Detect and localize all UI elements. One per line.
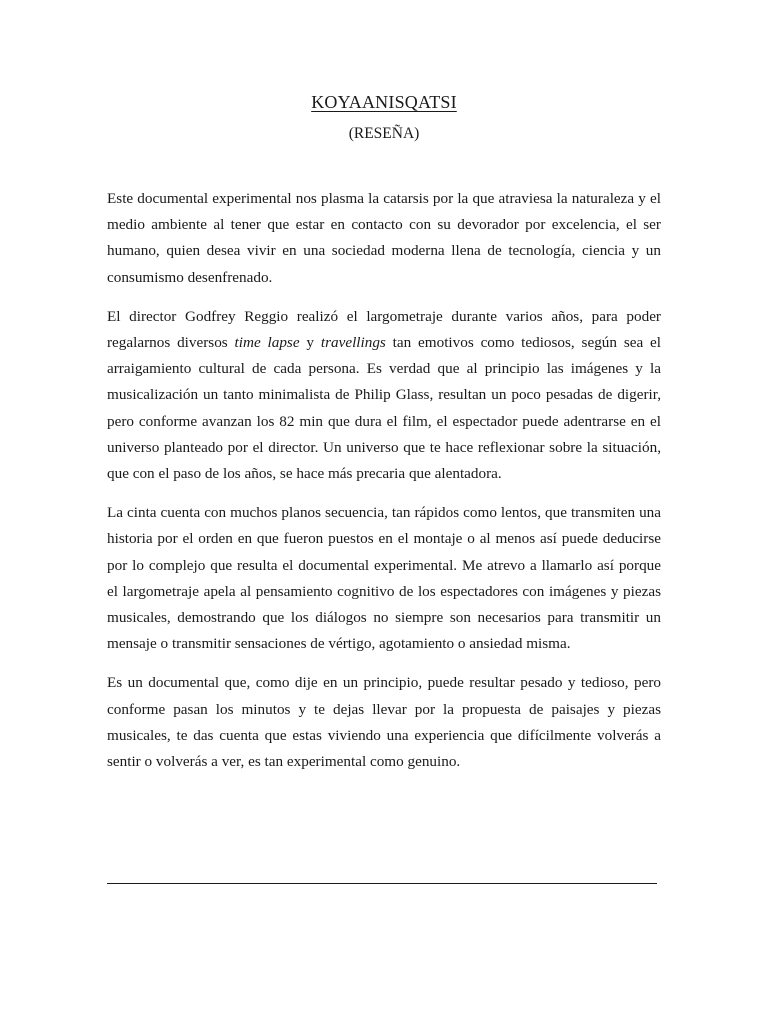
paragraph-2-text-a: El director Godfrey Reggio realizó el largometraje durante varios años, para poder regalarnos diversos [107, 307, 661, 352]
footer-rule [107, 883, 657, 884]
paragraph-2-italic-time-lapse: time lapse [234, 334, 300, 352]
paragraph-2-italic-travellings: travellings [320, 334, 386, 352]
paragraph-3: La cinta cuenta con muchos planos secuencia, tan rápidos como lentos, que transmiten una historia por el orden en que fueron puestos en el montaje o al menos así puede deducirse por lo complejo que resulta el documental experimental. Me atrevo a llamarlo así porque el largometraje apela al pensamiento cognitivo de los espectadores con imágenes y piezas musicales, demostrando que los diálogos no siempre son necesarios para transmitir un mensaje o transmitir sensaciones de vértigo, agotamiento o ansiedad misma. [107, 504, 661, 653]
document-title: KOYAANISQATSI [311, 92, 457, 112]
document-subtitle: (RESEÑA) [348, 125, 420, 142]
paragraph-4: Es un documental que, como dije en un principio, puede resultar pesado y tedioso, pero conforme pasan los minutos y te dejas llevar por la propuesta de paisajes y piezas musicales, te das cuenta que estas viviendo una experiencia que difícilmente volverás a sentir o volverás a ver, es tan experimental como genuino. [107, 674, 661, 771]
document-body [107, 186, 661, 788]
paragraph-2-text-c: tan emotivos como tediosos, según sea el arraigamiento cultural de cada persona. Es verdad que al principio las imágenes y la musicalización un tanto minimalista de Philip Glass, resultan un poco pesadas de digerir, pero conforme avanzan los 82 min que dura el film, el espectador puede adentrarse en el universo planteado por el director. Un universo que te hace reflexionar sobre la situación, que con el paso de los años, se hace más precaria que alentadora. [107, 334, 661, 483]
paragraph-2 [107, 304, 661, 487]
paragraph-2-text-b: y [299, 334, 321, 352]
paragraph-1: Este documental experimental nos plasma la catarsis por la que atraviesa la naturaleza y el medio ambiente al tener que estar en contacto con su devorador por excelencia, el ser humano, quien desea vivir en una sociedad moderna llena de tecnología, ciencia y un consumismo desenfrenado. [107, 190, 661, 286]
